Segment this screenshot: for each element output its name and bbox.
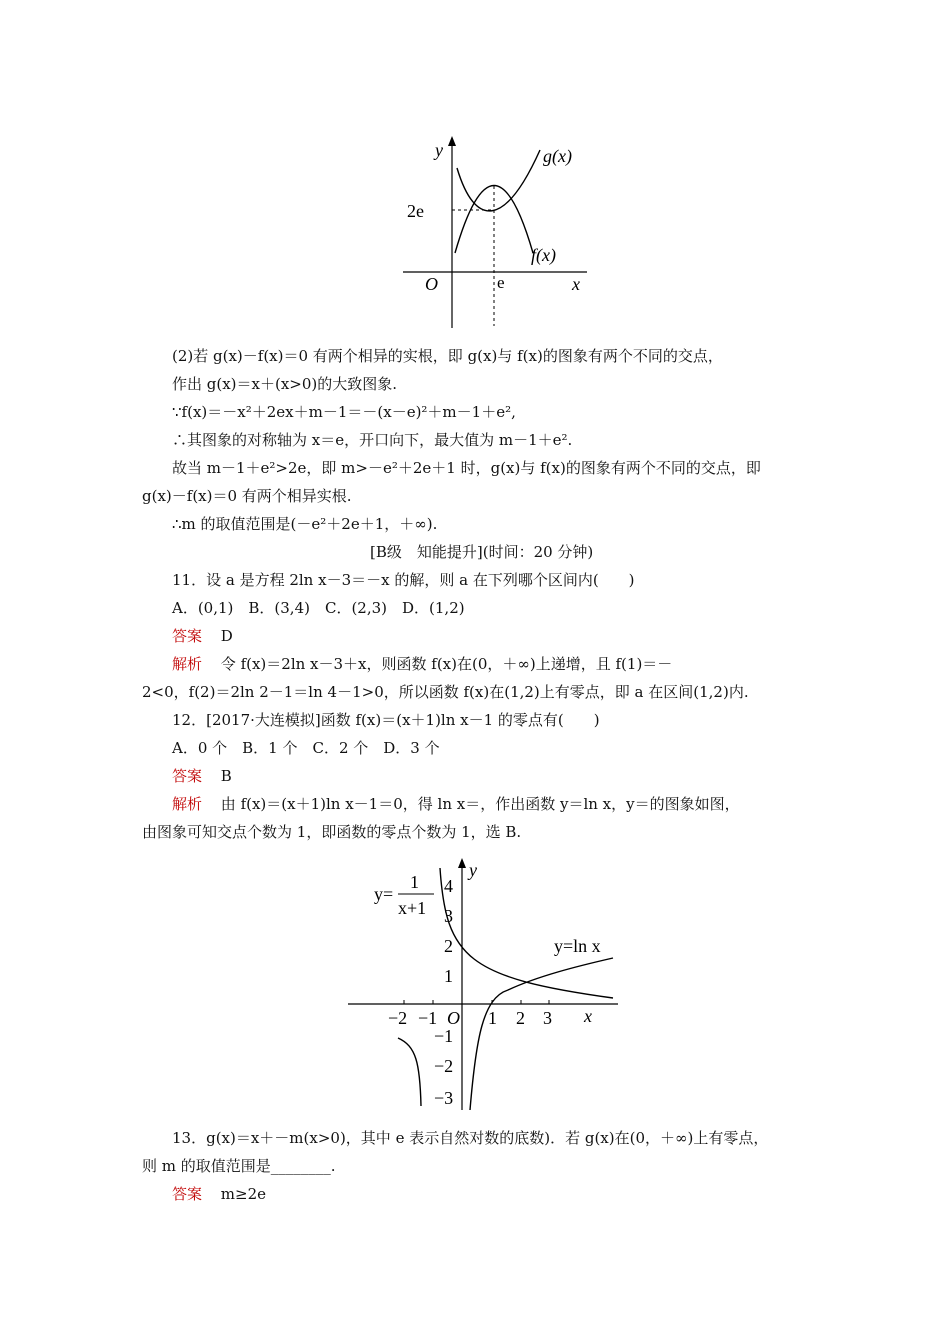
- fig1-origin-label: O: [425, 274, 438, 294]
- question-13-answer: [172, 1184, 266, 1204]
- answer-label: 答案: [172, 627, 203, 645]
- fig2-origin-label: O: [447, 1008, 460, 1028]
- fig1-f-label: f(x): [531, 245, 556, 265]
- text-line-7: ∴m 的取值范围是(－e²＋2e＋1，＋∞).: [172, 515, 438, 533]
- reciprocal-label-num: 1: [410, 872, 419, 892]
- question-11-explanation: [172, 654, 672, 674]
- fig1-g-label: g(x): [543, 146, 572, 166]
- answer-value: B: [220, 767, 232, 785]
- x-tick-label: 3: [543, 1008, 552, 1028]
- y-tick-label: 3: [444, 906, 453, 926]
- ln-curve: [470, 958, 613, 1110]
- text-line-3: ∵f(x)＝－x²＋2ex＋m－1＝－(x－e)²＋m－1＋e²,: [172, 403, 516, 421]
- question-12-options: A．0 个 B．1 个 C．2 个 D．3 个: [172, 739, 440, 757]
- explanation-label: 解析: [172, 655, 203, 673]
- answer-label: 答案: [172, 1185, 203, 1203]
- fig1-e-label: e: [497, 273, 505, 292]
- y-tick-label: 2: [444, 936, 453, 956]
- x-tick-label: −2: [388, 1008, 408, 1028]
- question-12-answer: [172, 766, 232, 786]
- y-tick-label: −2: [434, 1056, 454, 1076]
- text-line-4: ∴其图象的对称轴为 x＝e，开口向下，最大值为 m－1＋e².: [172, 431, 573, 449]
- explanation-label: 解析: [172, 795, 203, 813]
- text-line-1: (2)若 g(x)－f(x)＝0 有两个相异的实根，即 g(x)与 f(x)的图象有两个不同的交点，: [172, 347, 723, 365]
- explanation-text: 由 f(x)＝(x＋1)ln x－1＝0，得 ln x＝，作出函数 y＝ln x，y＝的图象如图，: [220, 795, 740, 813]
- fig1-y-label: y: [435, 140, 443, 160]
- section-heading: [B级 知能提升](时间：20 分钟): [370, 543, 594, 561]
- reciprocal-label-lhs: y=: [374, 884, 394, 904]
- figure-intersection-graph: [395, 128, 595, 333]
- fig2-y-label: y: [469, 860, 477, 880]
- y-tick-label: 4: [444, 876, 453, 896]
- question-11-explanation-2: 2<0，f(2)＝2ln 2－1＝ln 4－1>0，所以函数 f(x)在(1,2)上有零点，即 a 在区间(1,2)内.: [142, 683, 749, 701]
- answer-value: m≥2e: [220, 1185, 267, 1203]
- reciprocal-label-den: x+1: [398, 898, 427, 918]
- fig1-x-label: x: [572, 274, 580, 294]
- figure-lnx-reciprocal-graph: [348, 848, 628, 1118]
- fig1-2e-label: 2e: [407, 201, 424, 221]
- question-13: 13．g(x)＝x＋－m(x>0)，其中 e 表示自然对数的底数)．若 g(x)在(0，＋∞)上有零点，: [172, 1129, 769, 1147]
- y-axis-arrow: [448, 136, 456, 146]
- explanation-text: 令 f(x)＝2ln x－3＋x，则函数 f(x)在(0，＋∞)上递增，且 f(1)＝－: [220, 655, 673, 673]
- x-tick-label: 2: [516, 1008, 525, 1028]
- x-tick-label: 1: [488, 1008, 497, 1028]
- question-12-explanation-2: 由图象可知交点个数为 1，即函数的零点个数为 1，选 B.: [142, 823, 522, 841]
- x-tick-label: −1: [418, 1008, 438, 1028]
- text-line-6: g(x)－f(x)＝0 有两个相异实根.: [142, 487, 352, 505]
- fig2-x-label: x: [584, 1006, 592, 1026]
- g-curve: [457, 150, 540, 211]
- question-12: 12．[2017·大连模拟]函数 f(x)＝(x＋1)ln x－1 的零点有( ): [172, 711, 600, 729]
- question-11-answer: [172, 626, 233, 646]
- text-line-5: 故当 m－1＋e²>2e，即 m>－e²＋2e＋1 时，g(x)与 f(x)的图象有两个不同的交点，即: [172, 459, 761, 477]
- ln-curve-label: y=ln x: [554, 936, 601, 956]
- question-11: 11．设 a 是方程 2ln x－3＝－x 的解，则 a 在下列哪个区间内( ): [172, 571, 635, 589]
- y-tick-label: −1: [434, 1026, 454, 1046]
- reciprocal-right-branch: [440, 868, 613, 998]
- question-12-explanation: [172, 794, 740, 814]
- question-13-line-2: 则 m 的取值范围是________.: [142, 1157, 336, 1175]
- answer-value: D: [220, 627, 233, 645]
- y-tick-label: 1: [444, 966, 453, 986]
- question-11-options: A．(0,1) B．(3,4) C．(2,3) D．(1,2): [172, 599, 465, 617]
- y-axis-arrow: [458, 858, 466, 868]
- answer-label: 答案: [172, 767, 203, 785]
- text-line-2: 作出 g(x)＝x＋(x>0)的大致图象.: [172, 375, 398, 393]
- y-tick-label: −3: [434, 1088, 454, 1108]
- reciprocal-left-branch: [398, 1038, 421, 1106]
